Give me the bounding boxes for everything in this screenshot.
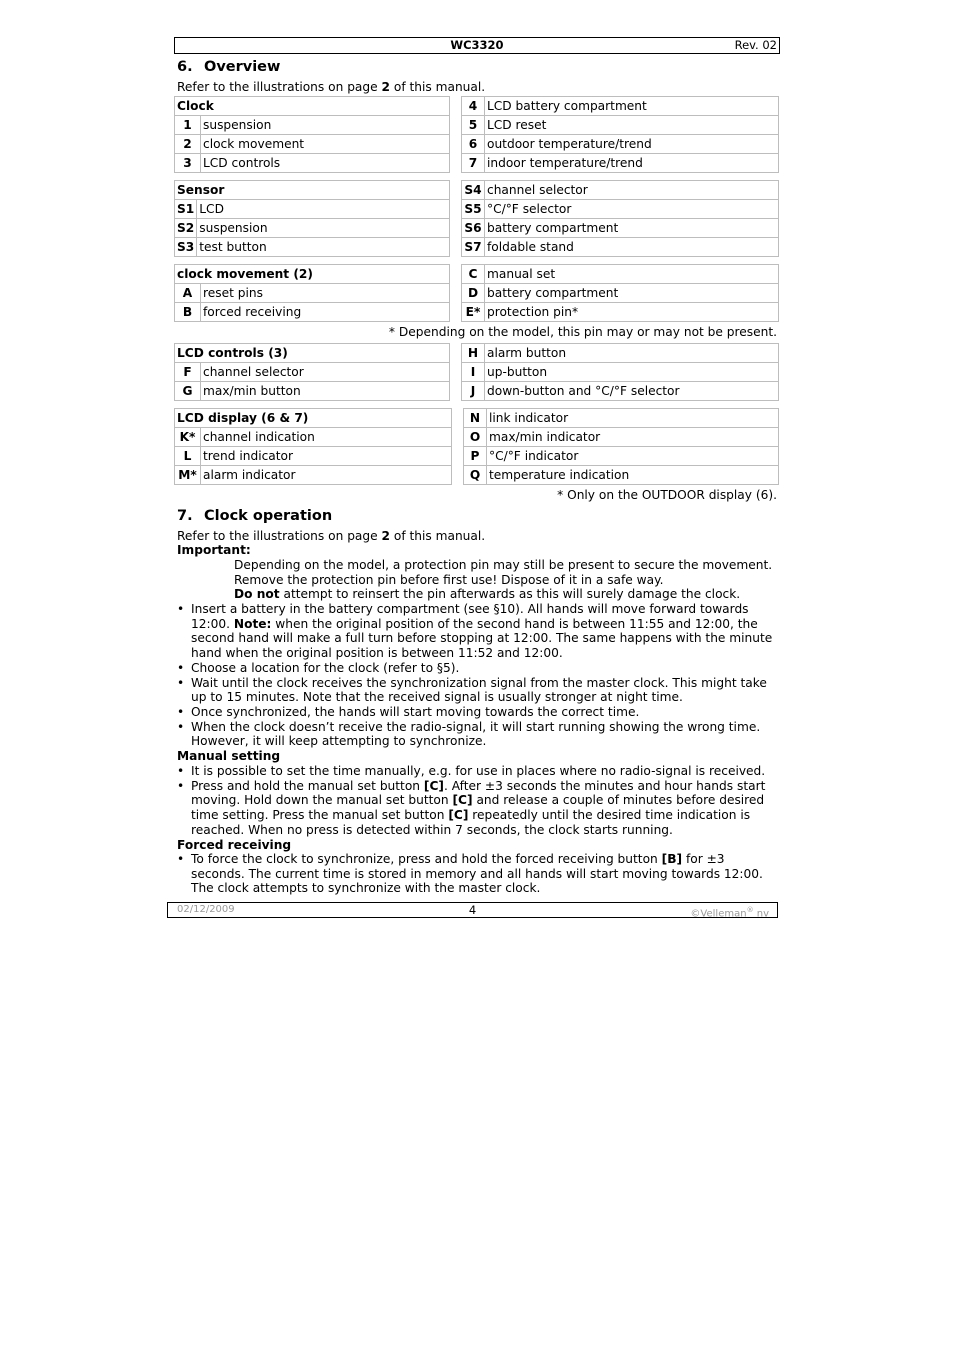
- list-item: • To force the clock to synchronize, press and hold the forced receiving button [B] for ±3 seconds. The current time is stored in memory and all hands will start moving towards 12:00. The clock attempts to synchronize with the master clock.: [177, 852, 777, 896]
- operation-steps: [177, 602, 777, 749]
- list-item: • Wait until the clock receives the synchronization signal from the master clock. This might take up to 15 minutes. Note that the received signal is usually stronger at night time.: [177, 676, 777, 705]
- table-clock-movement: clock movement (2) A reset pins B forced receiving: [174, 264, 450, 322]
- table-clock-cont: 4 LCD battery compartment 5 LCD reset 6 outdoor temperature/trend 7 indoor temperature/trend: [461, 96, 779, 173]
- list-item: • Press and hold the manual set button [C]. After ±3 seconds the minutes and hour hands start moving. Hold down the manual set button [C] and release a couple of minutes before desired time setting. Press the manual set button [C] repeatedly until the desired time indication is reached. When no press is detected within 7 seconds, the clock starts running.: [177, 779, 777, 838]
- important-note: Depending on the model, a protection pin may still be present to secure the movement. Remove the protection pin before first use! Dispose of it in a safe way. Do not attempt to reinsert the pin afterwards as this will surely damage the clock.: [234, 558, 773, 602]
- footer-date: 02/12/2009: [177, 904, 235, 915]
- page-number: 4: [468, 903, 477, 917]
- forced-receiving-steps: [177, 852, 777, 896]
- revision: Rev. 02: [734, 38, 777, 52]
- page-header: [174, 37, 780, 54]
- footer-copyright: ©Velleman® nv: [690, 906, 769, 920]
- table-lcd-display-cont: N link indicator O max/min indicator P °C/°F indicator Q temperature indication: [463, 408, 779, 485]
- note-outdoor-only: * Only on the OUTDOOR display (6).: [557, 488, 777, 502]
- table-sensor: Sensor S1 LCD S2 suspension S3 test button: [174, 180, 450, 257]
- section-title-clock-operation: 7. Clock operation: [177, 508, 333, 524]
- clock-operation-intro: Refer to the illustrations on page 2 of this manual.: [177, 529, 486, 543]
- manual-setting-steps: [177, 764, 777, 838]
- list-item: • Once synchronized, the hands will start moving towards the correct time.: [177, 705, 777, 720]
- section-title-overview: 6. Overview: [177, 59, 281, 75]
- model-number: WC3320: [450, 38, 504, 52]
- list-item: • When the clock doesn’t receive the radio-signal, it will start running showing the wrong time. However, it will keep attempting to synchronize.: [177, 720, 777, 749]
- page-footer: [167, 902, 778, 918]
- table-lcd-display: LCD display (6 & 7) K* channel indication L trend indicator M* alarm indicator: [174, 408, 452, 485]
- table-sensor-cont: S4 channel selector S5 °C/°F selector S6 battery compartment S7 foldable stand: [461, 180, 779, 257]
- table-clock-movement-cont: C manual set D battery compartment E* protection pin*: [461, 264, 779, 322]
- subheading-forced-receiving: Forced receiving: [177, 838, 292, 852]
- table-lcd-controls-cont: H alarm button I up-button J down-button and °C/°F selector: [461, 343, 779, 401]
- table-clock: Clock 1 suspension 2 clock movement 3 LCD controls: [174, 96, 450, 173]
- overview-intro: Refer to the illustrations on page 2 of this manual.: [177, 80, 486, 94]
- list-item: • It is possible to set the time manually, e.g. for use in places where no radio-signal is received.: [177, 764, 777, 779]
- important-label: Important:: [177, 543, 251, 557]
- list-item: • Insert a battery in the battery compartment (see §10). All hands will move forward towards 12:00. Note: when the original position of the second hand is between 11:55 and 12:00, the second hand will make a full turn before stopping at 12:00. The same happens with the minute hand when the original position is between 11:52 and 12:00.: [177, 602, 777, 661]
- list-item: • Choose a location for the clock (refer to §5).: [177, 661, 777, 676]
- subheading-manual-setting: Manual setting: [177, 749, 281, 763]
- table-lcd-controls: LCD controls (3) F channel selector G max/min button: [174, 343, 450, 401]
- note-protection-pin: * Depending on the model, this pin may or may not be present.: [388, 325, 777, 339]
